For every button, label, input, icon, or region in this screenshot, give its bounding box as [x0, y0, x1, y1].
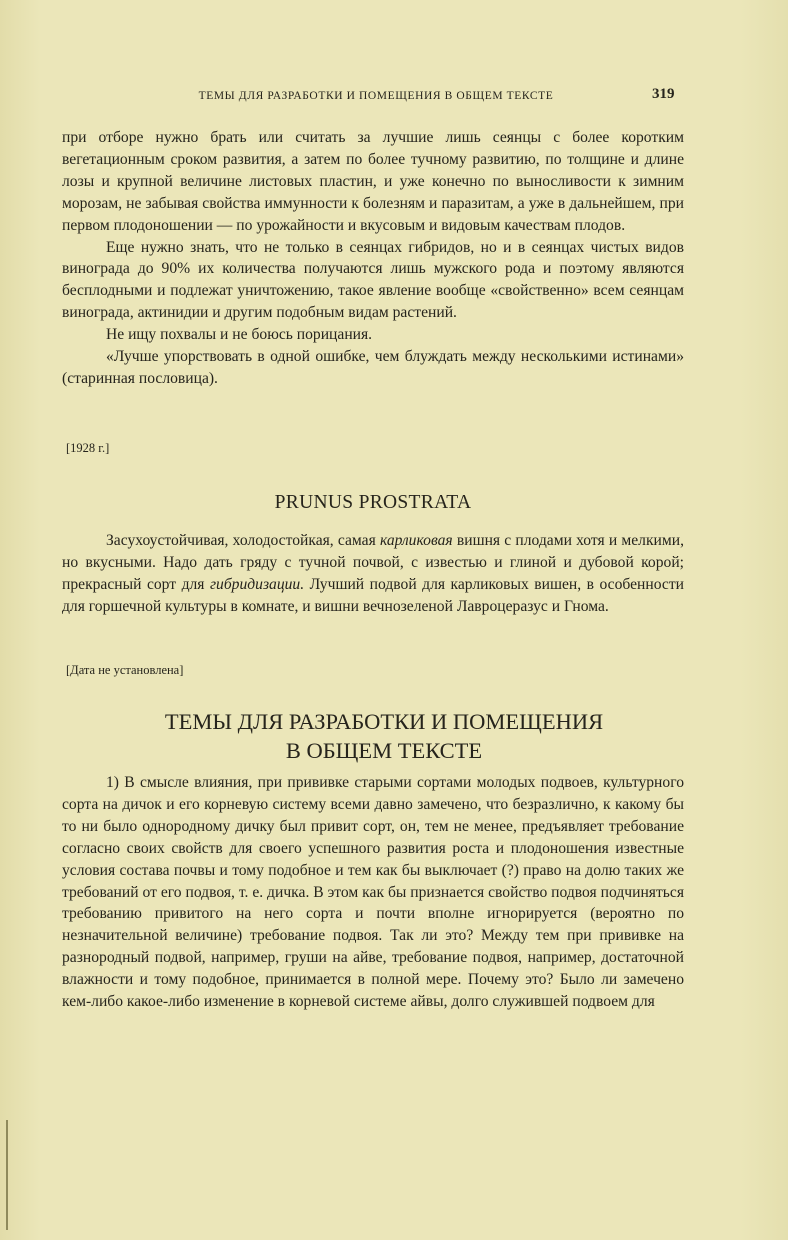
- page-number: 319: [652, 86, 675, 102]
- text-run: вишня с плодами хотя и мелкими, но вкусными. Надо дать гряду с тучной почвой, с известью и глиной и дубовой корой; прекрасный сорт для: [62, 532, 684, 593]
- date-note: [Дата не установлена]: [66, 663, 184, 677]
- section-heading: [62, 707, 706, 765]
- paragraph: Не ищу похвалы и не боюсь порицания.: [106, 326, 373, 344]
- paragraph: [62, 530, 684, 618]
- section-title: PRUNUS PROSTRATA: [274, 492, 472, 513]
- paragraph: при отборе нужно брать или считать за лучшие лишь сеянцы с более коротким вегетационным сроком развития, а затем по более тучному развитию, по толщине и длине лозы и крупной величине листовых пластин, и уже конечно по выносливости к зимним морозам, не забывая свойства иммунности к болезням и паразитам, а уже в дальнейшем, при первом плодоношении — по урожайности и вкусовым и видовым качествам плодов.: [62, 129, 684, 234]
- section1-text: [62, 127, 684, 390]
- paragraph: «Лучше упорствовать в одной ошибке, чем блуждать между несколькими истинами» (старинная пословица).: [62, 348, 684, 387]
- running-head: ТЕМЫ ДЛЯ РАЗРАБОТКИ И ПОМЕЩЕНИЯ В ОБЩЕМ ТЕКСТЕ: [198, 90, 554, 102]
- text-run: Лучший подвой для карликовых вишен, в особенности для горшечной культуры в комнате, и вишни вечнозеленой Лавроцеразус и Гнома.: [62, 575, 684, 615]
- section3-text: [62, 772, 684, 1013]
- paragraph: 1) В смысле влияния, при прививке старыми сортами молодых подвоев, культурного сорта на дичок и его корневую систему всеми давно замечено, что безразлично, к какому бы то ни было однородному дичку был привит сорт, он, тем не менее, предъявляет требование согласно своих свойств для своего успешного развития роста и плодоношения известные условия состава почвы и тому подобное и тем как бы выключает (?) право на долю таких же требований от его подвоя, т. е. дичка. В этом как бы признается свойство подвоя подчиняться требованию привитого на него сорта и почти вполне игнорируется (вероятно по незначительной величине) требование подвоя. Так ли это? Между тем при прививке на разнородный подвой, например, груши на айве, требование подвоя, например, достаточной влажности и тому подобное, принимается в полной мере. Почему это? Было ли замечено кем-либо какое-либо изменение в корневой системе айвы, долго служившей подвоем для: [62, 774, 684, 1011]
- italic-term: гибридизации.: [209, 575, 305, 593]
- text-run: Засухоустойчивая, холодостойкая, самая: [106, 532, 380, 549]
- paragraph: Еще нужно знать, что не только в сеянцах гибридов, но и в сеянцах чистых видов винограда до 90% их количества получаются лишь мужского рода и поэтому являются бесплодными и подлежат уничтожению, такое явление вообще «свойственно» всем сеянцам винограда, актинидии и другим подобным видам растений.: [62, 238, 684, 322]
- heading-line: В ОБЩЕМ ТЕКСТЕ: [285, 738, 483, 763]
- italic-term: карликовая: [379, 532, 453, 549]
- section2-text: [62, 530, 684, 618]
- page-edge-line: [6, 1120, 8, 1230]
- date-note: [1928 г.]: [66, 441, 110, 455]
- heading-line: ТЕМЫ ДЛЯ РАЗРАБОТКИ И ПОМЕЩЕНИЯ: [164, 709, 604, 734]
